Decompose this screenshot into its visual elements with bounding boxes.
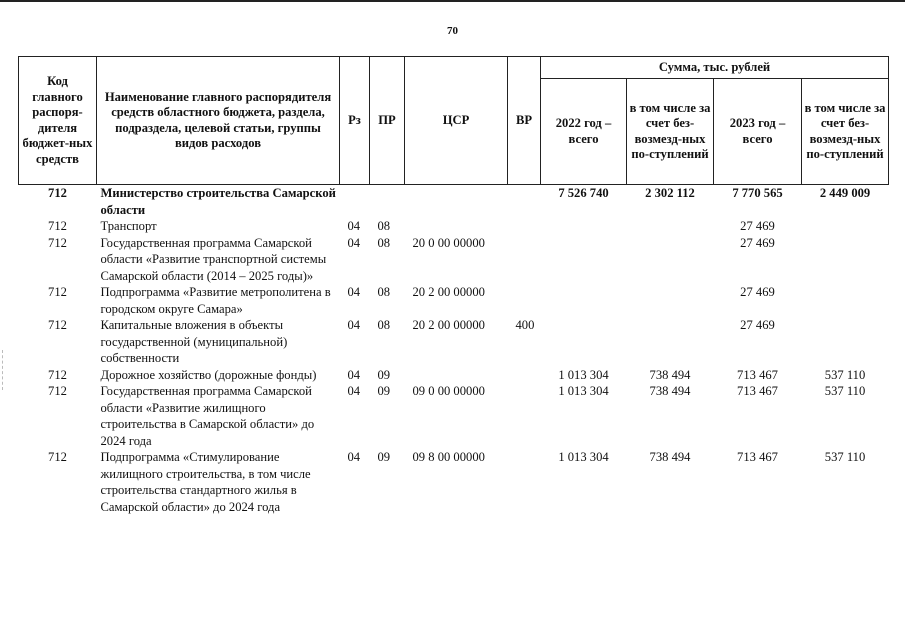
row-code: 712	[48, 318, 67, 332]
row-vr	[508, 218, 541, 235]
row-code: 712	[48, 186, 67, 200]
row-pr	[370, 185, 405, 219]
row-2022-total	[541, 218, 627, 235]
scan-margin-mark	[2, 350, 4, 390]
row-csr: 20 2 00 00000	[412, 318, 485, 332]
row-2022-total: 1 013 304	[558, 384, 609, 398]
row-rz: 04	[347, 235, 361, 250]
row-csr	[405, 185, 508, 219]
table-header	[19, 57, 889, 185]
row-csr	[405, 367, 508, 384]
row-2023-total: 713 467	[737, 450, 778, 464]
row-2023-total: 7 770 565	[732, 186, 783, 200]
row-code: 712	[48, 285, 67, 299]
row-csr: 09 8 00 00000	[412, 450, 485, 464]
row-2022-total	[541, 235, 627, 285]
header-2023-grants: в том числе за счет без-возмезд-ных по-ступлений	[802, 79, 889, 185]
row-rz: 04	[347, 285, 361, 299]
row-vr: 400	[515, 318, 535, 332]
row-2022-grants	[627, 218, 714, 235]
row-code: 712	[48, 219, 67, 233]
row-pr: 09	[377, 450, 391, 464]
row-2022-total	[541, 284, 627, 317]
row-2023-grants	[802, 218, 889, 235]
row-vr	[508, 284, 541, 317]
row-2023-total: 27 469	[740, 219, 775, 233]
row-pr: 08	[377, 285, 391, 299]
row-2022-grants	[627, 284, 714, 317]
header-pr: ПР	[370, 57, 405, 185]
row-rz: 04	[347, 367, 361, 382]
row-2022-grants: 738 494	[649, 367, 691, 382]
header-2023-total: 2023 год – всего	[714, 79, 802, 185]
row-vr	[508, 185, 541, 219]
row-code: 712	[48, 235, 67, 250]
row-pr: 08	[377, 235, 391, 250]
row-2023-grants: 537 110	[824, 384, 866, 398]
row-csr: 20 0 00 00000	[412, 235, 485, 250]
page-number: 70	[447, 25, 458, 37]
row-pr: 08	[377, 318, 391, 332]
row-2022-total	[541, 317, 627, 367]
row-pr: 09	[377, 367, 391, 382]
table-row	[19, 235, 889, 285]
header-2022-grants: в том числе за счет без-возмезд-ных по-ступлений	[627, 79, 714, 185]
row-rz: 04	[347, 219, 361, 233]
table-body	[19, 185, 889, 516]
header-vr: ВР	[508, 57, 541, 185]
row-code: 712	[48, 384, 67, 398]
row-2022-total: 1 013 304	[558, 367, 609, 382]
row-2023-grants	[802, 317, 889, 367]
row-name: Подпрограмма «Развитие метрополитена в городском округе Самара»	[100, 285, 331, 316]
table-row	[19, 383, 889, 449]
row-rz	[340, 185, 370, 219]
row-vr	[508, 449, 541, 515]
row-name: Министерство строительства Самарской области	[100, 186, 336, 217]
row-rz: 04	[347, 318, 361, 332]
budget-table	[18, 56, 889, 515]
row-2023-grants	[802, 284, 889, 317]
row-2023-grants: 537 110	[824, 367, 866, 382]
header-code: Код главного распоря-дителя бюджет-ных средств	[19, 57, 97, 185]
row-2022-total: 1 013 304	[558, 450, 609, 464]
header-2022-total: 2022 год – всего	[541, 79, 627, 185]
row-2023-total: 27 469	[740, 235, 775, 250]
table-row	[19, 284, 889, 317]
row-name: Государственная программа Самарской области «Развитие жилищного строительства в Самарской области» до 2024 года	[100, 384, 315, 448]
row-2022-grants: 738 494	[649, 450, 691, 464]
row-vr	[508, 383, 541, 449]
row-name: Транспорт	[100, 219, 157, 233]
row-pr: 08	[377, 219, 391, 233]
row-2023-total: 27 469	[740, 285, 775, 299]
row-2022-grants	[627, 317, 714, 367]
table-row	[19, 317, 889, 367]
row-csr	[405, 218, 508, 235]
table-row	[19, 218, 889, 235]
row-name: Государственная программа Самарской области «Развитие транспортной системы Самарской области (2014 – 2025 годы)»	[100, 235, 327, 283]
row-rz: 04	[347, 384, 361, 398]
table-row	[19, 367, 889, 384]
top-rule	[0, 0, 905, 2]
row-2023-grants: 2 449 009	[819, 186, 871, 200]
row-pr: 09	[377, 384, 391, 398]
table-row	[19, 185, 889, 219]
row-rz: 04	[347, 450, 361, 464]
row-2023-total: 27 469	[740, 318, 775, 332]
header-csr: ЦСР	[405, 57, 508, 185]
header-name: Наименование главного распорядителя средств областного бюджета, раздела, подраздела, целевой статьи, группы видов расходов	[97, 57, 340, 185]
row-vr	[508, 235, 541, 285]
row-code: 712	[48, 367, 67, 382]
row-2022-total: 7 526 740	[558, 186, 609, 200]
row-2023-total: 713 467	[737, 384, 778, 398]
row-2022-grants	[627, 235, 714, 285]
row-2023-total: 713 467	[737, 367, 778, 382]
row-name: Подпрограмма «Стимулирование жилищного строительства, в том числе строительства стандартного жилья в Самарской области» до 2024 года	[100, 450, 311, 514]
row-2023-grants	[802, 235, 889, 285]
row-vr	[508, 367, 541, 384]
row-name: Капитальные вложения в объекты государственной (муниципальной) собственности	[100, 318, 288, 365]
header-rz: Рз	[340, 57, 370, 185]
row-2022-grants: 738 494	[649, 384, 691, 398]
row-code: 712	[48, 450, 67, 464]
table-row	[19, 449, 889, 515]
row-csr: 20 2 00 00000	[412, 285, 485, 299]
header-sum: Сумма, тыс. рублей	[541, 57, 889, 79]
row-name: Дорожное хозяйство (дорожные фонды)	[100, 367, 317, 382]
row-csr: 09 0 00 00000	[412, 384, 485, 398]
row-2022-grants: 2 302 112	[645, 186, 695, 200]
row-2023-grants: 537 110	[824, 450, 866, 464]
